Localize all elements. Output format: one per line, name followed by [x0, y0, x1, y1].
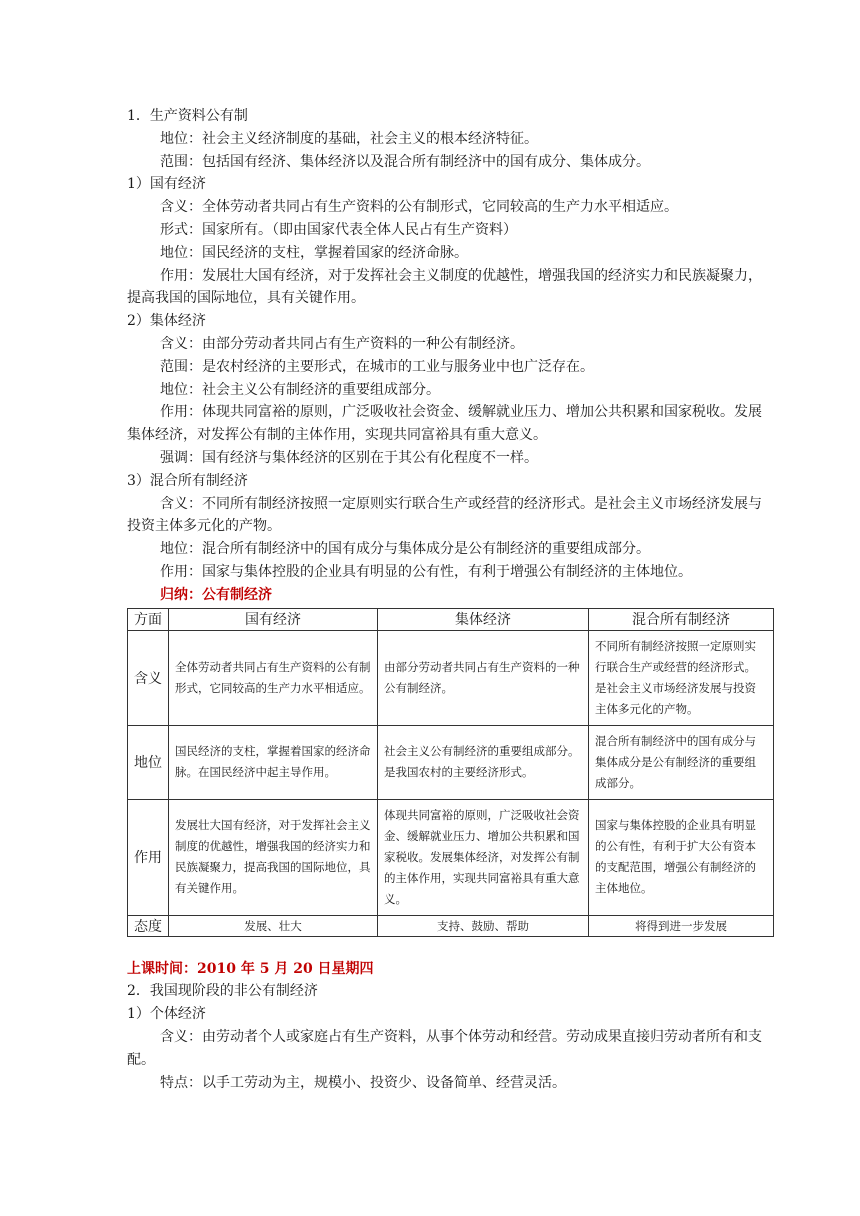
row-label-role: 作用	[128, 799, 169, 915]
individual-economy-features: 特点：以手工劳动为主，规模小、投资少、设备简单、经营灵活。	[160, 1074, 566, 1091]
collective-economy-scope: 范围：是农村经济的主要形式，在城市的工业与服务业中也广泛存在。	[160, 358, 594, 375]
individual-economy-heading: 1）个体经济	[127, 1006, 206, 1023]
collective-economy-meaning: 含义：由部分劳动者共同占有生产资料的一种公有制经济。	[160, 335, 524, 352]
table-row-meaning	[128, 630, 774, 725]
collective-economy-role: 作用：体现共同富裕的原则，广泛吸收社会资金、缓解就业压力、增加公共积累和国家税收。发展集体经济，对发挥公有制的主体作用，实现共同富裕具有重大意义。	[127, 404, 762, 444]
document-content	[127, 105, 773, 1094]
state-economy-form: 形式：国家所有。（即由国家代表全体人民占有生产资料）	[160, 221, 517, 238]
table-row-role	[128, 799, 774, 915]
collective-economy-emphasis: 强调：国有经济与集体经济的区别在于其公有化程度不一样。	[160, 449, 538, 466]
cell-state-role: 发展壮大国有经济，对于发挥社会主义制度的优越性，增强我国的经济实力和民族凝聚力，提高我国的国际地位，具有关键作用。	[169, 799, 378, 915]
mixed-economy-meaning: 含义：不同所有制经济按照一定原则实行联合生产或经营的经济形式。是社会主义市场经济发展与投资主体多元化的产物。	[127, 495, 762, 535]
collective-economy-position: 地位：社会主义公有制经济的重要组成部分。	[160, 381, 440, 398]
header-state: 国有经济	[169, 608, 378, 630]
state-economy-role: 作用：发展壮大国有经济，对于发挥社会主义制度的优越性，增强我国的经济实力和民族凝聚力，提高我国的国际地位，具有关键作用。	[127, 267, 762, 307]
section1-position: 地位：社会主义经济制度的基础，社会主义的根本经济特征。	[160, 130, 538, 147]
table-header-row	[128, 608, 774, 630]
cell-collective-role: 体现共同富裕的原则，广泛吸收社会资金、缓解就业压力、增加公共积累和国家税收。发展集体经济，对发挥公有制的主体作用，实现共同富裕具有重大意义。	[378, 799, 589, 915]
state-economy-meaning: 含义：全体劳动者共同占有生产资料的公有制形式，它同较高的生产力水平相适应。	[160, 199, 678, 216]
cell-collective-position: 社会主义公有制经济的重要组成部分。是我国农村的主要经济形式。	[378, 725, 589, 799]
header-aspect: 方面	[128, 608, 169, 630]
cell-mixed-role: 国家与集体控股的企业具有明显的公有性，有利于扩大公有资本的支配范围，增强公有制经济的主体地位。	[589, 799, 774, 915]
cell-mixed-position: 混合所有制经济中的国有成分与集体成分是公有制经济的重要组成部分。	[589, 725, 774, 799]
mixed-economy-role: 作用：国家与集体控股的企业具有明显的公有性，有利于增强公有制经济的主体地位。	[160, 563, 692, 580]
spacer	[127, 937, 773, 958]
row-label-attitude: 态度	[128, 915, 169, 936]
state-economy-heading: 1）国有经济	[127, 176, 206, 193]
cell-mixed-meaning: 不同所有制经济按照一定原则实行联合生产或经营的经济形式。是社会主义市场经济发展与投资主体多元化的产物。	[589, 630, 774, 725]
row-label-position: 地位	[128, 725, 169, 799]
class-time: 上课时间：2010 年 5 月 20 日星期四	[127, 960, 374, 977]
cell-collective-meaning: 由部分劳动者共同占有生产资料的一种公有制经济。	[378, 630, 589, 725]
cell-collective-attitude: 支持、鼓励、帮助	[378, 915, 589, 936]
summary-table	[127, 608, 774, 937]
collective-economy-heading: 2）集体经济	[127, 313, 206, 330]
state-economy-position: 地位：国民经济的支柱，掌握着国家的经济命脉。	[160, 244, 468, 261]
cell-state-position: 国民经济的支柱，掌握着国家的经济命脉。在国民经济中起主导作用。	[169, 725, 378, 799]
section1-scope: 范围：包括国有经济、集体经济以及混合所有制经济中的国有成分、集体成分。	[160, 153, 650, 170]
section2-heading: 2．我国现阶段的非公有制经济	[127, 983, 318, 1000]
cell-mixed-attitude: 将得到进一步发展	[589, 915, 774, 936]
mixed-economy-position: 地位：混合所有制经济中的国有成分与集体成分是公有制经济的重要组成部分。	[160, 541, 650, 558]
cell-state-attitude: 发展、壮大	[169, 915, 378, 936]
section1-heading: 1．生产资料公有制	[127, 108, 248, 124]
table-row-attitude	[128, 915, 774, 936]
row-label-meaning: 含义	[128, 630, 169, 725]
individual-economy-meaning: 含义：由劳动者个人或家庭占有生产资料，从事个体劳动和经营。劳动成果直接归劳动者所有和支配。	[127, 1028, 762, 1068]
mixed-economy-heading: 3）混合所有制经济	[127, 472, 248, 489]
table-row-position	[128, 725, 774, 799]
header-collective: 集体经济	[378, 608, 589, 630]
cell-state-meaning: 全体劳动者共同占有生产资料的公有制形式，它同较高的生产力水平相适应。	[169, 630, 378, 725]
summary-title: 归纳：公有制经济	[160, 586, 272, 603]
header-mixed: 混合所有制经济	[589, 608, 774, 630]
